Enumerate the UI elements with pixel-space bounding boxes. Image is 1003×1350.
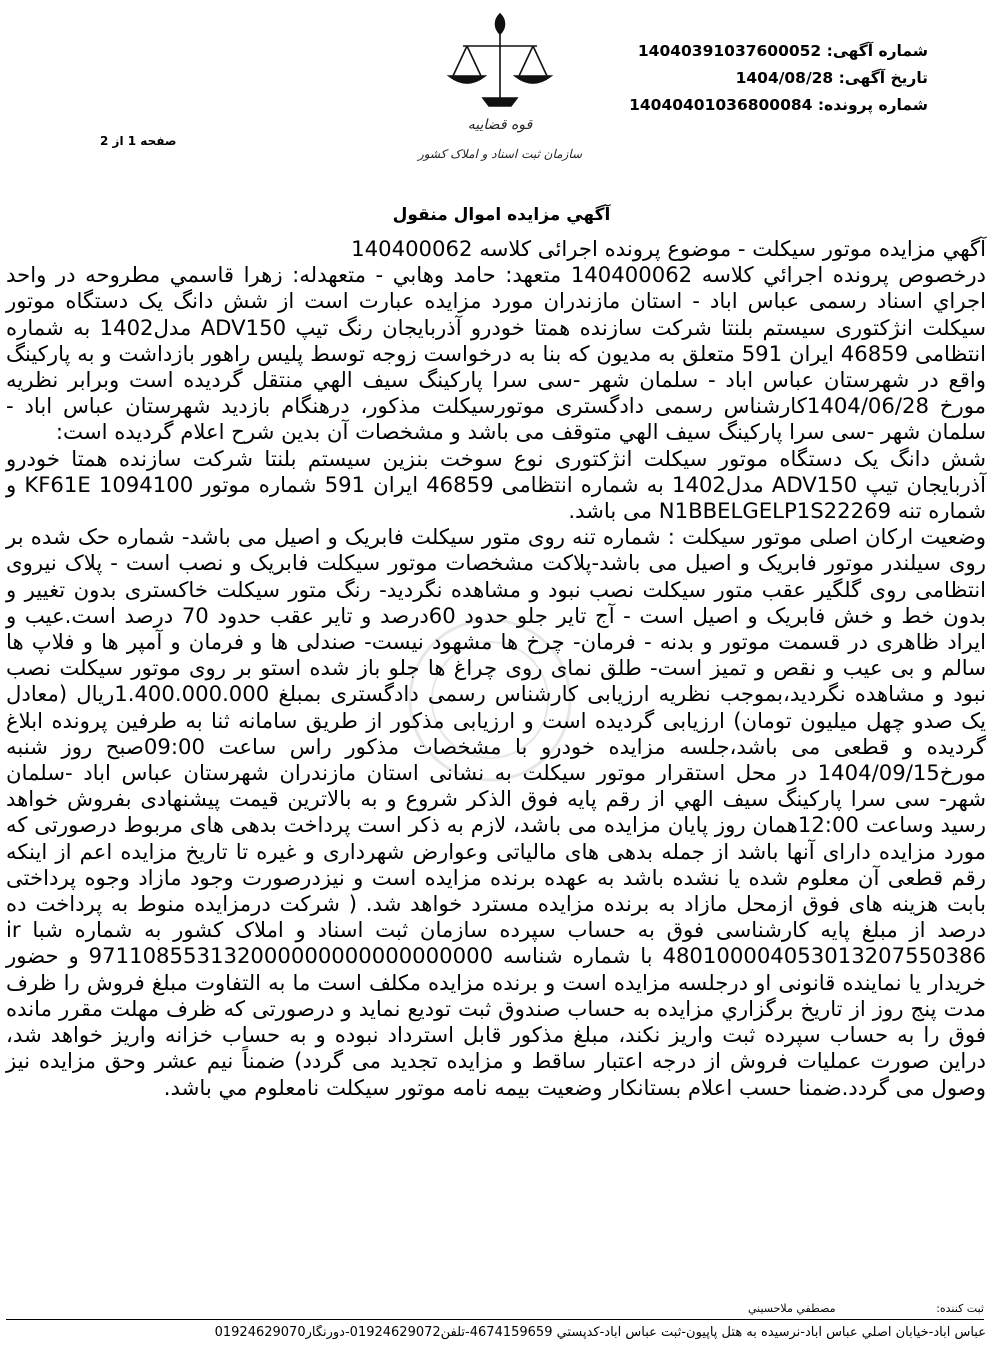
signer-label: ثبت کننده: [936, 1302, 984, 1315]
notice-date-value: 1404/08/28 [735, 69, 834, 87]
condition-and-terms-paragraph: وضعيت ارکان اصلی موتور سيکلت : شماره تنه روی متور سيکلت فابريک و اصيل می باشد- شماره حک شده بر روی سيلندر موتور فابريک و اصيل می باشد-پلاکت مشخصات موتور سيکلت فابريک و نصب است - پلاک نيروی انتظامی روی گلگير عقب متور سيکلت نصب نبود و مشاهده نگرديد- رنگ متور سيکلت خاکستری بدون تغيير و بدون خط و خش فابريک و اصيل است - آج تاير جلو حدود 60درصد و تاير عقب حدود 70 درصد است.عيب و ايراد ظاهری در قسمت موتور و بدنه - فرمان- چرخ ها مشهود نيست- صندلی ها و فرمان و آمپر ها و فلاپ ها سالم و بی عيب و نقص و تميز است- طلق نمای روی چراغ ها جلو باز شده استو بر روی موتور سيکلت نصب نبود و مشاهده نگرديد،بموجب نظريه ارزيابی کارشناس رسمی دادگستری بمبلغ 1.400.000.000ريال (معادل يک صدو چهل ميليون تومان) ارزيابی گرديده است و ارزيابی مذکور از طريق سامانه ثنا به طرفين پرونده ابلاغ گرديده و قطعی می باشد،جلسه مزايده خودرو با مشخصات مذکور راس ساعت 09:00صبح روز شنبه مورخ1404/09/15 در محل استقرار موتور سيکلت به نشانی استان مازندران شهرستان عباس اباد -سلمان شهر- سی سرا پارکينگ سيف الهي از رقم پايه فوق الذکر شروع و به بالاترين قيمت پيشنهادی بفروش خواهد رسيد وساعت 12:00همان روز پايان مزايده می باشد، لازم به ذکر است پرداخت بدهی های مربوط درصورتی که مورد مزايده دارای آنها باشد از جمله بدهی های مالياتی وعوارض شهرداری و غيره تا تاريخ مزايده اعم از اينکه رقم قطعی آن معلوم شده يا نشده باشد به عهده برنده مزايده است و نيزدرصورت وجود مازاد وجوه پرداختی بابت هزينه های فوق ازمحل مازاد به برنده مزايده مسترد خواهد شد. ( شرکت درمزايده منوط به پرداخت ده درصد از مبلغ پايه کارشناسی فوق به حساب سپرده سازمان ثبت اسناد و املاک کشور به شماره شبا ir 480100004053013207550386 با شماره شناسه 971108553132000000000000000000 و حضور خريدار يا نماينده قانونی او درجلسه مزايده است و برنده مزايده مکلف است ما به التفاوت مبلغ فروش را ظرف مدت پنج روز از تاريخ برگزاري مزايده به حساب صندوق ثبت توديع نمايد و درصورتی که ظرف مهلت مقرر مانده فوق را به حساب سپرده ثبت واريز نکند، مبلغ مذکور قابل استرداد نبوده و به حساب خزانه واريز خواهد شد، دراين صورت عمليات فروش از درجه اعتبار ساقط و مزايده تجديد می گردد) ضمناً نيم عشر وحق مزايده نيز وصول می گردد.ضمنا حسب اعلام بستانکار وضعيت بيمه نامه موتور سيکلت نامعلوم مي باشد. [6, 524, 986, 1100]
file-number-value: 14040401036800084 [629, 96, 813, 114]
subject-line: آگهي مزايده موتور سيکلت - موضوع پرونده اجرائی کلاسه 140400062 [351, 236, 986, 261]
signer-name: مصطفي ملاحسيني [748, 1302, 836, 1315]
vehicle-spec-paragraph: شش دانگ يک دستگاه موتور سيکلت انژکتوری نوع سوخت بنزين سيستم بلنتا شرکت سازنده همتا خودرو آذربايجان تيپ ADV150 مدل1402 به شماره انتظامی 46859 ايران 591 شماره موتور KF61E 1094100 و شماره تنه N1BBELGELP1S22269 می باشد. [6, 445, 986, 524]
notice-metadata [629, 38, 928, 119]
file-number-label: شماره پرونده: [817, 96, 928, 114]
notice-body [6, 236, 986, 1101]
notice-number-row [629, 38, 928, 65]
page-indicator: صفحه 1 از 2 [100, 134, 177, 148]
notice-date-row [629, 65, 928, 92]
emblem-line1: قوه قضاییه [467, 117, 533, 133]
case-paragraph: درخصوص پرونده اجرائي کلاسه 140400062 متعهد: حامد وهابي - متعهدله: زهرا قاسمي مطروحه در واحد اجراي اسناد رسمی عباس اباد - استان مازندران مورد مزايده عبارت است از شش دانگ يک دستگاه موتور سيکلت انژکتوری سيستم بلنتا شرکت سازنده همتا خودرو آذربايجان رنگ تيپ ADV150 مدل1402 به شماره انتظامی 46859 ايران 591 متعلق به مديون که بنا به درخواست زوجه توسط پليس راهور بازداشت و به پارکينگ واقع در شهرستان عباس اباد - سلمان شهر -سی سرا پارکينگ سيف الهي منتقل گرديده است وبرابر نظريه مورخ 1404/06/28کارشناس رسمی دادگستری موتورسيکلت مذکور، درهنگام بازديد شهرستان عباس اباد - سلمان شهر -سی سرا پارکينگ سيف الهي متوقف می باشد و مشخصات آن بدين شرح اعلام گرديده است: [6, 262, 986, 445]
footer-address: عباس آباد-خيابان اصلي عباس آباد-نرسيده به هتل پاپيون-ثبت عباس آباد-کدپستي 4674159659-تلفن01924629072-دورنگار01924629070 [214, 1325, 986, 1340]
notice-number-label: شماره آگهی: [826, 42, 928, 60]
file-number-row [629, 92, 928, 119]
signer-block [748, 1302, 984, 1315]
footer-divider [6, 1319, 984, 1320]
emblem-line2: سازمان ثبت اسناد و املاک کشور [417, 147, 583, 161]
emblem-graphic [449, 14, 551, 106]
notice-date-label: تاریخ آگهی: [838, 69, 928, 87]
notice-number-value: 14040391037600052 [637, 42, 822, 60]
document-title: آگهي مزايده اموال منقول [392, 205, 611, 225]
judiciary-emblem-logo [405, 6, 595, 176]
